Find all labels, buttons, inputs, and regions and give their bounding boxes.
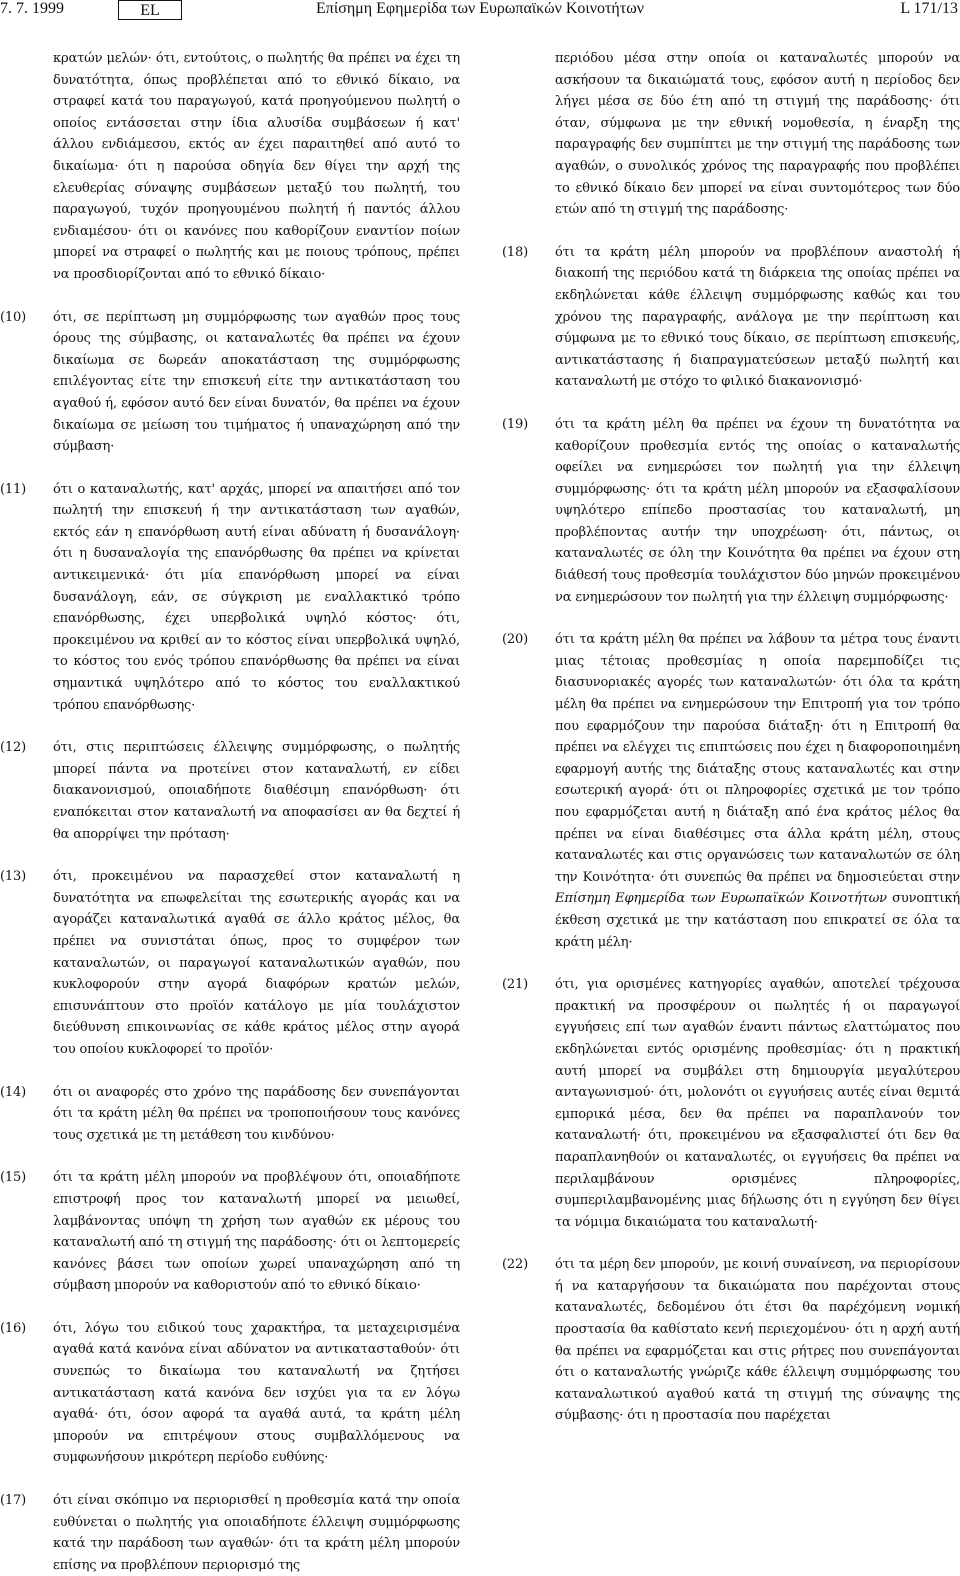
- recital-16: [0, 1318, 460, 1469]
- recital-text: ότι τα μέρη δεν μπορούν, με κοινή συναίνεση, να περιορίσουν ή να καταργήσουν τα δικαιώματα που παρέχονται στους καταναλωτές, δεδομένου ότι έτσι θα παρέχόμενη νομική προστασία θα καθίσταto κενή περιεχομένου· ότι η αρχή αυτή θα πρέπει να εφαρμόζεται και στις ρήτρες που συνεπάγονται ότι ο καταναλωτής γνώριζε κάθε έλλειψη συμμόρφωσης του καταναλωτικού αγαθού κατά τη στιγμή της σύναψης της σύμβασης· ότι η προστασία που παρέχεται: [555, 1257, 960, 1424]
- recital-number: (20): [502, 632, 529, 648]
- recital-text: ότι τα κράτη μέλη θα πρέπει να έχουν τη δυνατότητα να καθορίζουν προθεσμία εντός της οποίας ο καταναλωτής οφείλει να ενημερώσει τον πωλητή για την έλλειψη συμμόρφωσης· ότι τα κράτη μέλη μπορούν να εξασφαλίσουν υψηλότερο επίπεδο προστασίας του καταναλωτή, μη προβλέποντας αυτήν την υποχρέωση· ότι, πάντως, οι καταναλωτές σε όλη την Κοινότητα θα πρέπει να έχουν στη διάθεσή τους προθεσμία τουλάχιστον δύο μηνών προκειμένου να ενημερώσουν τον πωλητή για την έλλειψη συμμόρφωσης·: [555, 416, 960, 605]
- recital-text: ότι, στις περιπτώσεις έλλειψης συμμόρφωσης, ο πωλητής μπορεί πάντα να προτείνει στον καταναλωτή, εν είδει διακανονισμού, οποιαδήποτε διαθέσιμη επανόρθωση· ότι εναπόκειται στον καταναλωτή να αποφασίσει αν θα δεχτεί ή θα απορρίψει την πρόταση·: [53, 740, 460, 842]
- recital-number: (18): [502, 244, 529, 260]
- recital-number: (16): [0, 1320, 27, 1336]
- recital-17: [0, 1490, 460, 1576]
- recital-21: [502, 974, 960, 1233]
- recital-number: (11): [0, 481, 27, 497]
- recital-number: (21): [502, 977, 529, 993]
- recital-text: ότι, προκειμένου να παρασχεθεί στον καταναλωτή η δυνατότητα να επωφελείται της εσωτερικής αγοράς και να αγοράζει καταναλωτικά αγαθά σε άλλο κράτος μέλος, θα πρέπει να συνιστάται όπως, προς το συμφέρον των καταναλωτών, οι παραγωγοί καταναλωτικών αγαθών, που κυκλοφορούν στην αγορά διαφόρων κρατών μελών, επισυνάπτουν στο προϊόν κατάλογο με μία τουλάχιστον διεύθυνση επικοινωνίας σε κάθε κράτος μέλος στην αγορά του οποίου κυκλοφορεί το προϊόν·: [53, 869, 460, 1057]
- recital-text: ότι, για ορισμένες κατηγορίες αγαθών, αποτελεί τρέχουσα πρακτική να προσφέρουν οι πωλητές ή οι παραγωγοί εγγυήσεις επί των αγαθών έναντι πάντως ελαττώματος που εκδηλώνεται εντός ορισμένης προθεσμίας· ότι η πρακτική αυτή μπορεί να συμβάλει στη δημιουργία μεγαλύτερου ανταγωνισμού· ότι, μολονότι οι εγγυήσεις αυτές είναι θεμιτά εμπορικά μέσα, δεν θα πρέπει να παραπλανούν τον καταναλωτή· ότι, προκειμένου να εξασφαλιστεί ότι δεν θα παραπλανηθούν οι καταναλωτές, οι εγγυήσεις θα πρέπει να περιλαμβάνουν ορισμένες πληροφορίες, συμπεριλαμβανομένης μιας δήλωσης ότι η εγγύηση δεν θίγει τα νόμιμα δικαιώματα του καταναλωτή·: [555, 977, 960, 1230]
- language-box: EL: [118, 0, 182, 20]
- page-header: [0, 0, 960, 24]
- recital-text: ότι οι αναφορές στο χρόνο της παράδοσης δεν συνεπάγονται ότι τα κράτη μέλη θα πρέπει να τροποποιήσουν τους κανόνες τους σχετικά με τη μετάθεση του κινδύνου·: [53, 1084, 460, 1143]
- recital-18: [502, 242, 960, 393]
- recital-text: περιόδου μέσα στην οποία οι καταναλωτές μπορούν να ασκήσουν τα δικαιώματά τους, εφόσον αυτή η περίοδος δεν λήγει μέσα σε δύο έτη από τη στιγμή της παράδοσης· ότι όταν, σύμφωνα με την εθνική νομοθεσία, η έναρξη της παραγραφής δεν συμπίπτει με την στιγμή της παράδοσης των αγαθών, ο συνολικός χρόνος της παραγραφής που προβλέπει το εθνικό δίκαιο δεν μπορεί να είναι συντομότερος των δύο ετών από τη στιγμή της παράδοσης·: [555, 51, 960, 218]
- recital-text: ότι ο καταναλωτής, κατ' αρχάς, μπορεί να απαιτήσει από τον πωλητή την επισκευή ή την αντικατάσταση των αγαθών, εκτός εάν η επανόρθωση αυτή είναι αδύνατη ή δυσανάλογη· ότι η δυσαναλογία της επανόρθωσης θα πρέπει να κρίνεται αντικειμενικά· ότι μία επανόρθωση μπορεί να είναι δυσανάλογη, εάν, σε σύγκριση με εναλλακτικό τρόπο επανόρθωσης, έχει υπερβολικά υψηλό κόστος· ότι, προκειμένου να κριθεί αν το κόστος είναι υπερβολικά υψηλό, το κόστος του ενός τρόπου επανόρθωσης θα πρέπει να είναι σημαντικά υψηλότερο από το κόστος του εναλλακτικού τρόπου επανόρθωσης·: [53, 481, 460, 713]
- recital-text: ότι είναι σκόπιμο να περιορισθεί η προθεσμία κατά την οποία ευθύνεται ο πωλητής για οποιαδήποτε έλλειψη συμμόρφωσης κατά την παράδοση των αγαθών· ότι τα κράτη μέλη μπορούν επίσης να προβλέπουν περιορισμό της: [53, 1493, 460, 1573]
- recital-19: [502, 414, 960, 608]
- recital-14: [0, 1082, 460, 1147]
- recital-12: [0, 737, 460, 845]
- recital-13: [0, 866, 460, 1060]
- recital-text: ότι τα κράτη μέλη θα πρέπει να λάβουν τα μέτρα τους έναντι μιας τέτοιας προθεσμίας η οποία παρεμποδίζει τις διασυνοριακές αγορές των καταναλωτών· ότι όλα τα κράτη μέλη θα πρέπει να ενημερώσουν την Επιτροπή για τον τρόπο που εφαρμόζουν την παρούσα διάταξη· ότι η Επιτροπή θα πρέπει να ελέγχει τις επιπτώσεις που έχει η διαφοροποιημένη εφαρμογή αυτής της διάταξης στους καταναλωτές και στην εσωτερική αγορά· ότι οι πληροφορίες σχετικά με τον τρόπο που εφαρμόζεται αυτή η διάταξη από ένα κράτος μέλος θα πρέπει να είναι διαθέσιμες στα άλλα κράτη μέλη, στους καταναλωτές και στις οργανώσεις των καταναλωτών σε όλη την Κοινότητα· ότι συνεπώς θα πρέπει να δημοσιεύεται στην: [555, 632, 960, 885]
- recital-number: (17): [0, 1493, 27, 1509]
- recital-text: κρατών μελών· ότι, εντούτοις, ο πωλητής θα πρέπει να έχει τη δυνατότητα, όπως προβλέπεται από το εθνικό δίκαιο, να στραφεί κατά του παραγωγού, κατά προηγούμενου πωλητή ο οποίος εντάσσεται στην ίδια αλυσίδα συμβάσεων ή κατ' άλλου ενδιάμεσου, εκτός αν έχει παραιτηθεί από αυτό το δικαίωμα· ότι η παρούσα οδηγία δεν θίγει την αρχή της ελευθερίας σύναψης συμβάσεων μεταξύ του πωλητή, του παραγωγού, τυχόν προηγουμένου πωλητή ή παντός άλλου ενδιαμέσου· ότι οι κανόνες που καθορίζουν εναντίον ποίων μπορεί να στραφεί ο πωλητής και με ποιους τρόπους, πρέπει να προσδιορίζονται από το εθνικό δίκαιο·: [53, 51, 460, 282]
- left-column: [0, 48, 460, 1576]
- recital-number: (10): [0, 309, 27, 325]
- recital-number: (14): [0, 1084, 27, 1100]
- recital-text: ότι τα κράτη μέλη μπορούν να προβλέπουν αναστολή ή διακοπή της περιόδου κατά τη διάρκεια της οποίας πρέπει να εκδηλώνεται κάθε έλλειψη συμμόρφωσης καθώς και του χρόνου της παραγραφής, ανάλογα με την περίπτωση και σύμφωνα με το εθνικό τους δίκαιο, σε περίπτωση επισκευής, αντικατάστασης ή διαπραγματεύσεων μεταξύ πωλητή και καταναλωτή με στόχο το φιλικό διακανονισμό·: [555, 244, 960, 390]
- recital-number: (19): [502, 416, 529, 432]
- recital-22: [502, 1254, 960, 1427]
- recital-9-continued: [0, 48, 460, 286]
- page-reference: L 171/13: [900, 0, 958, 17]
- recital-text: συνοπτική έκθεση σχετικά με την κατάσταση που επικρατεί σε όλα τα κράτη μέλη·: [555, 891, 960, 950]
- recital-text: ότι τα κράτη μέλη μπορούν να προβλέψουν ότι, οποιαδήποτε επιστροφή προς τον καταναλωτή μπορεί να μειωθεί, λαμβάνοντας υπόψη τη χρήση των αγαθών εκ μέρους του καταναλωτή από τη στιγμή της παράδοσης· ότι οι λεπτομερείς κανόνες βάσει των οποίων χωρεί υπαναχώρηση από τη σύμβαση μπορούν να καθοριστούν από το εθνικό δίκαιο·: [53, 1170, 460, 1294]
- journal-title: Επίσημη Εφημερίδα των Ευρωπαϊκών Κοινοτήτων: [316, 0, 644, 17]
- header-date: 7. 7. 1999: [0, 0, 64, 17]
- journal-citation: Επίσημη Εφημερίδα των Ευρωπαϊκών Κοινοτήτων: [555, 891, 887, 907]
- right-column: [502, 48, 960, 1427]
- recital-text: ότι, λόγω του ειδικού τους χαρακτήρα, τα μεταχειρισμένα αγαθά κατά κανόνα είναι αδύνατον να αντικατασταθούν· ότι συνεπώς το δικαίωμα του καταναλωτή να ζητήσει αντικατάσταση κατά κανόνα δεν ισχύει για τα εν λόγω αγαθά· ότι, όσον αφορά τα αγαθά αυτά, τα κράτη μέλη μπορούν να επιτρέψουν στους συμβαλλόμενους να συμφωνήσουν μικρότερη περίοδο ευθύνης·: [53, 1320, 460, 1466]
- recital-text: ότι, σε περίπτωση μη συμμόρφωσης των αγαθών προς τους όρους της σύμβασης, οι καταναλωτές θα πρέπει να έχουν δικαίωμα σε δωρεάν αποκατάσταση της συμμόρφωσης επιλέγοντας είτε την επισκευή είτε την αντικατάσταση του αγαθού ή, εφόσον αυτό δεν είναι δυνατόν, θα πρέπει να έχουν δικαίωμα σε μείωση του τιμήματος ή υπαναχώρηση από την σύμβαση·: [53, 309, 460, 455]
- recital-number: (13): [0, 869, 27, 885]
- recital-number: (15): [0, 1170, 27, 1186]
- recital-number: (22): [502, 1257, 529, 1273]
- recital-17-continued: [502, 48, 960, 221]
- recital-15: [0, 1167, 460, 1297]
- recital-number: (12): [0, 740, 27, 756]
- recital-11: [0, 479, 460, 717]
- recital-20: [502, 629, 960, 953]
- recital-10: [0, 307, 460, 458]
